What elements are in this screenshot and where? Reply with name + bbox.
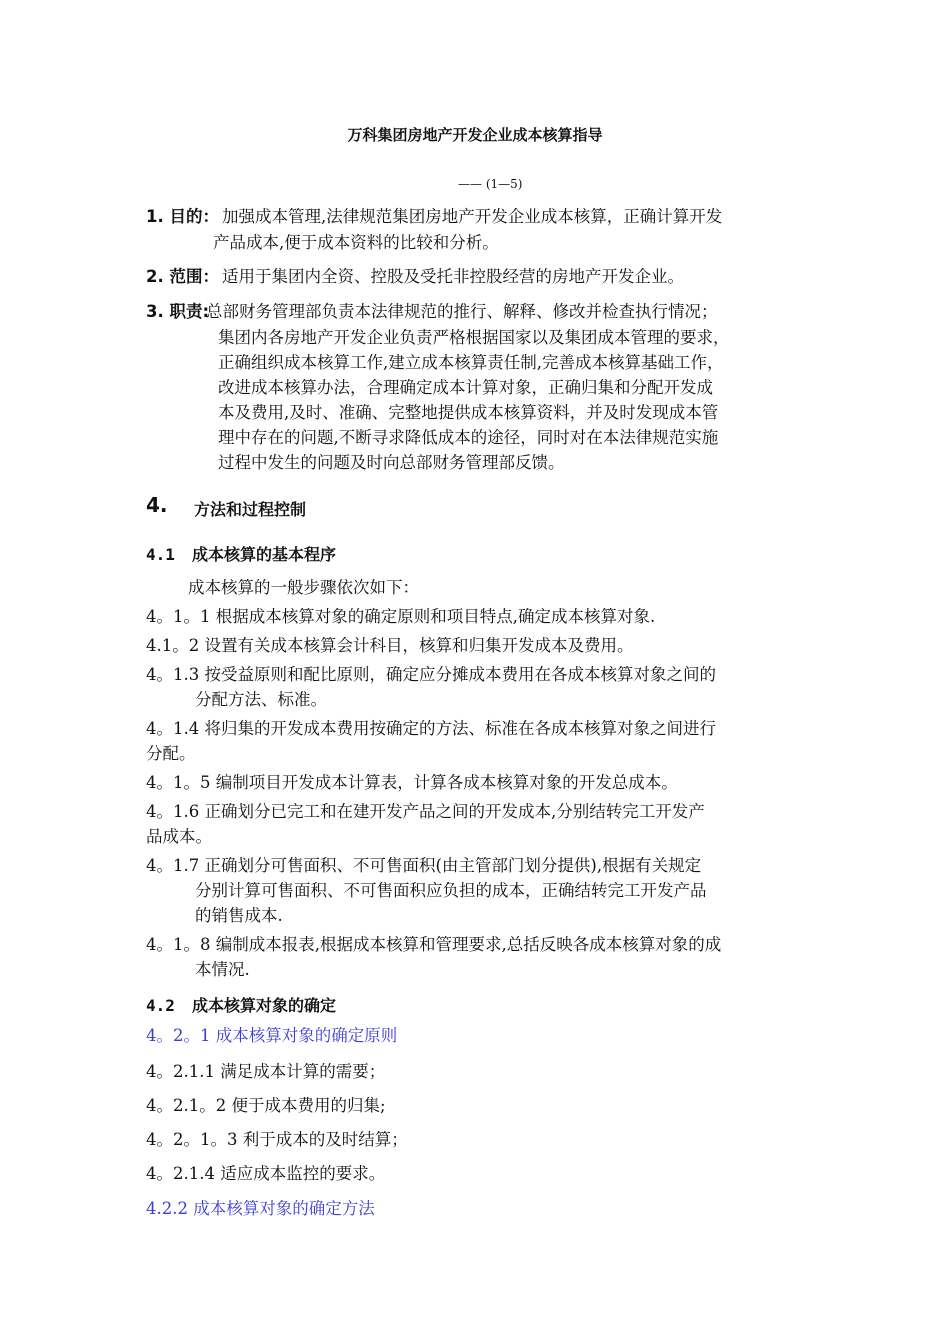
step-item: 4.1。2 设置有关成本核算会计科目，核算和归集开发成本及费用。 [146,636,634,655]
duties-text-line: 过程中发生的问题及时向总部财务管理部反馈。 [218,453,565,472]
step-item-continuation: 品成本。 [146,827,212,846]
principle-item: 4。2.1.1 满足成本计算的需要； [146,1062,386,1081]
principle-item: 4。2。1。3 利于成本的及时结算； [146,1130,408,1149]
step-item: 4。1.6 正确划分已完工和在建开发产品之间的开发成本,分别结转完工开发产 [146,802,705,821]
duties-text-line: 理中存在的问题,不断寻求降低成本的途径，同时对在本法律规范实施 [218,428,719,447]
principle-item: 4。2.1。2 便于成本费用的归集; [146,1096,386,1115]
duties-text-line: 集团内各房地产开发企业负责严格根据国家以及集团成本管理的要求， [218,328,730,347]
scope-label: 2. 范围： [146,267,219,286]
section-4-1-intro: 成本核算的一般步骤依次如下： [188,578,419,597]
section-4-2-heading [146,993,336,1016]
purpose-text-line: 产品成本,便于成本资料的比较和分析。 [213,233,499,252]
duties-text-line: 本及费用,及时、准确、完整地提供成本核算资料，并及时发现成本管 [218,403,719,422]
section-4-title: 方法和过程控制 [194,500,307,519]
document-title: 万科集团房地产开发企业成本核算指导 [347,126,603,144]
section-4-1-heading [146,542,336,565]
purpose-label: 1. 目的： [146,207,219,226]
subsection-4-2-2-heading: 4.2.2 成本核算对象的确定方法 [146,1199,375,1218]
section-4-2-title: 成本核算对象的确定 [192,996,337,1015]
duties-text-line: 改进成本核算办法，合理确定成本计算对象，正确归集和分配开发成 [218,378,713,397]
step-item: 4。1。1 根据成本核算对象的确定原则和项目特点,确定成本核算对象. [146,607,656,626]
step-item-continuation: 本情况. [195,960,250,979]
duties-text-line: 正确组织成本核算工作,建立成本核算责任制,完善成本核算基础工作， [218,353,724,372]
duties-label: 3. 职责: [146,302,210,321]
principle-item: 4。2.1.4 适应成本监控的要求。 [146,1164,386,1183]
step-item: 4。1。8 编制成本报表,根据成本核算和管理要求,总括反映各成本核算对象的成 [146,935,722,954]
step-item: 4。1.3 按受益原则和配比原则，确定应分摊成本费用在各成本核算对象之间的 [146,665,716,684]
duties-text-line: 总部财务管理部负责本法律规范的推行、解释、修改并检查执行情况； [206,302,718,321]
step-item: 4。1。5 编制项目开发成本计算表，计算各成本核算对象的开发总成本。 [146,773,678,792]
step-item-continuation: 分别计算可售面积、不可售面积应负担的成本，正确结转完工开发产品 [195,881,707,900]
section-4-1-title: 成本核算的基本程序 [192,545,337,564]
step-item: 4。1.4 将归集的开发成本费用按确定的方法、标准在各成本核算对象之间进行 [146,719,716,738]
subsection-4-2-1-heading: 4。2。1 成本核算对象的确定原则 [146,1026,398,1045]
scope-text: 适用于集团内全资、控股及受托非控股经营的房地产开发企业。 [222,267,684,286]
purpose-text-line: 加强成本管理,法律规范集团房地产开发企业成本核算，正确计算开发 [222,207,723,226]
step-item-continuation: 的销售成本. [195,906,283,925]
section-4-1-number: 4.1 [146,545,175,564]
step-item-continuation: 分配方法、标准。 [195,690,327,709]
page-reference: —— (1—5) [458,177,523,191]
section-4-2-number: 4.2 [146,996,175,1015]
step-item-continuation: 分配。 [146,744,196,763]
step-item: 4。1.7 正确划分可售面积、不可售面积(由主管部门划分提供),根据有关规定 [146,856,702,875]
section-4-number: 4. [146,493,168,517]
